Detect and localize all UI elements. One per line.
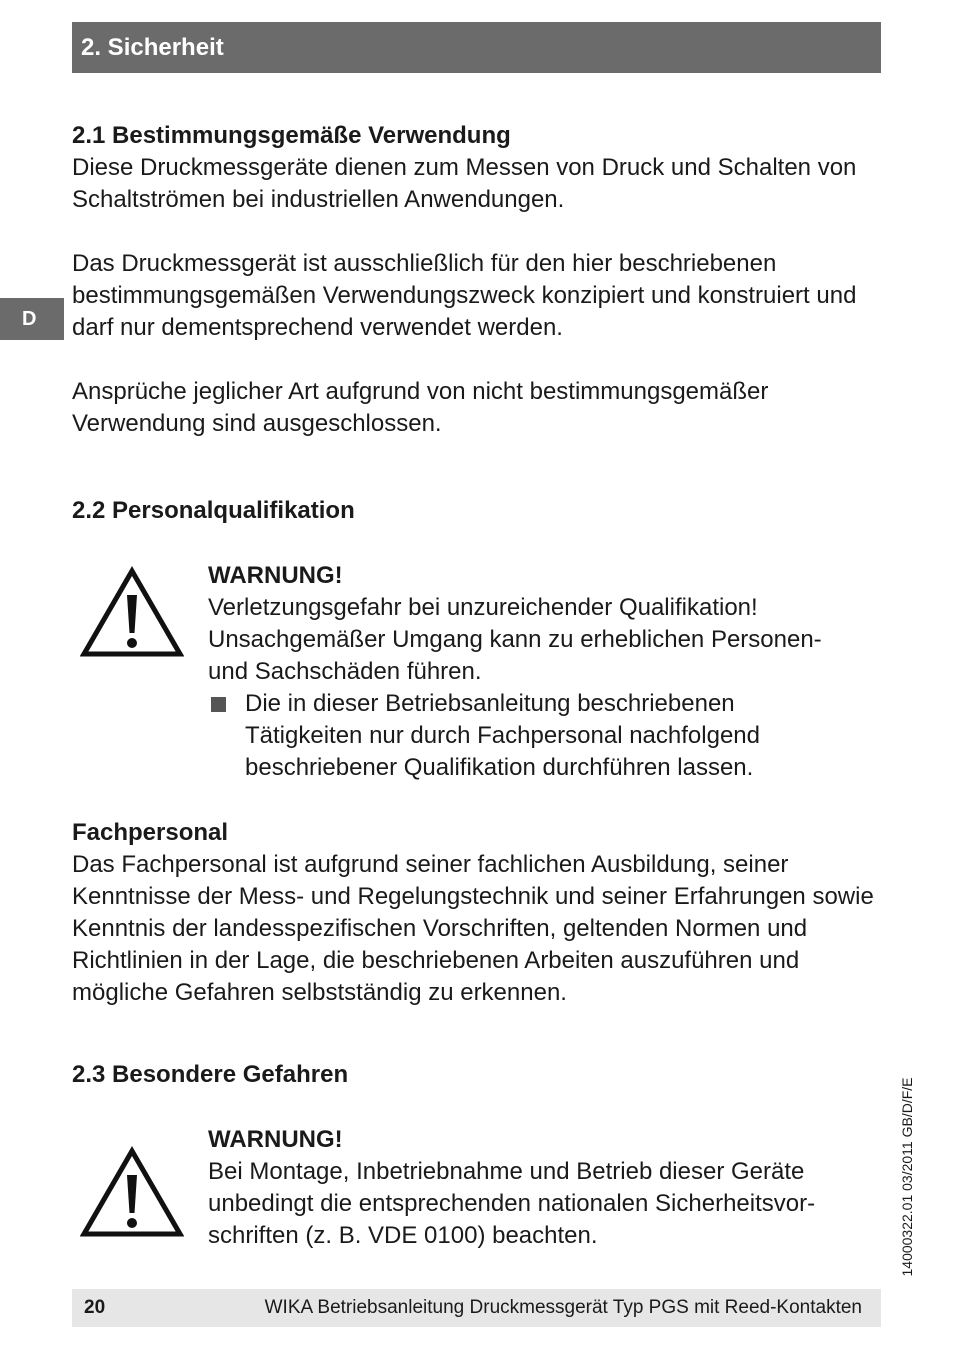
page-number: 20 (84, 1297, 106, 1318)
paragraph-2-1-c: Ansprüche jeglicher Art aufgrund von nicht bestimmungsgemäßer Verwendung sind ausgeschlossen. (72, 378, 769, 437)
square-bullet-icon (211, 697, 226, 712)
heading-2-3: 2.3 Besondere Gefahren (72, 1061, 349, 1088)
language-tab-label: D (22, 308, 37, 330)
warning-text: Verletzungsgefahr bei unzureichender Qualifikation! Unsachgemäßer Umgang kann zu erheblichen Personen- und Sachschäden führen. (208, 594, 822, 685)
fachpersonal-heading: Fachpersonal (72, 819, 229, 846)
list-item (208, 688, 805, 784)
section-header-bar (72, 22, 881, 73)
warning-triangle-icon (80, 566, 184, 658)
warning-text: Bei Montage, Inbetriebnahme und Betrieb dieser Geräte unbedingt die entsprechenden nationalen Sicherheitsvor-schriften (z. B. VDE 0100) beachten. (208, 1158, 816, 1249)
warning-box-2-2 (208, 560, 880, 784)
footer-text: WIKA Betriebsanleitung Druckmessgerät Typ PGS mit Reed-Kontakten (264, 1297, 862, 1318)
heading-2-1: 2.1 Bestimmungsgemäße Verwendung (72, 122, 511, 149)
section-title: 2. Sicherheit (81, 34, 224, 61)
warning-triangle-icon (80, 1146, 184, 1238)
warning-title: WARNUNG! (208, 562, 343, 589)
paragraph-2-1-b: Das Druckmessgerät ist ausschließlich für den hier beschriebenen bestimmungsgemäßen Verwendungszweck konzipiert und konstruiert und darf nur dementsprechend verwendet werden. (72, 250, 857, 341)
page-footer (72, 1289, 881, 1327)
bullet-text: Die in dieser Betriebsanleitung beschriebenen Tätigkeiten nur durch Fachpersonal nachfolgend beschriebener Qualifikation durchführen lassen. (245, 690, 760, 781)
section-2-3-heading-wrap (72, 1059, 882, 1091)
heading-2-2: 2.2 Personalqualifikation (72, 497, 355, 524)
fachpersonal-text: Das Fachpersonal ist aufgrund seiner fachlichen Ausbildung, seiner Kenntnisse der Mess- und Regelungstechnik und seiner Erfahrungen sowie Kenntnis der landesspezifischen Vorschriften, geltenden Normen und Richtlinien in der Lage, die beschriebenen Arbeiten auszuführen und mögliche Gefahren selbstständig zu erkennen. (72, 851, 874, 1006)
document-code (896, 1060, 918, 1294)
language-tab (0, 298, 64, 340)
warning-title: WARNUNG! (208, 1126, 343, 1153)
section-2-1 (72, 120, 882, 440)
section-2-2-heading-wrap (72, 495, 882, 527)
document-code-text: 14000322.01 03/2011 GB/D/F/E (899, 1077, 915, 1277)
fachpersonal-section (72, 817, 882, 1009)
paragraph-2-1-a: Diese Druckmessgeräte dienen zum Messen von Druck und Schalten von Schaltströmen bei industriellen Anwendungen. (72, 154, 857, 213)
warning-box-2-3 (208, 1124, 880, 1252)
